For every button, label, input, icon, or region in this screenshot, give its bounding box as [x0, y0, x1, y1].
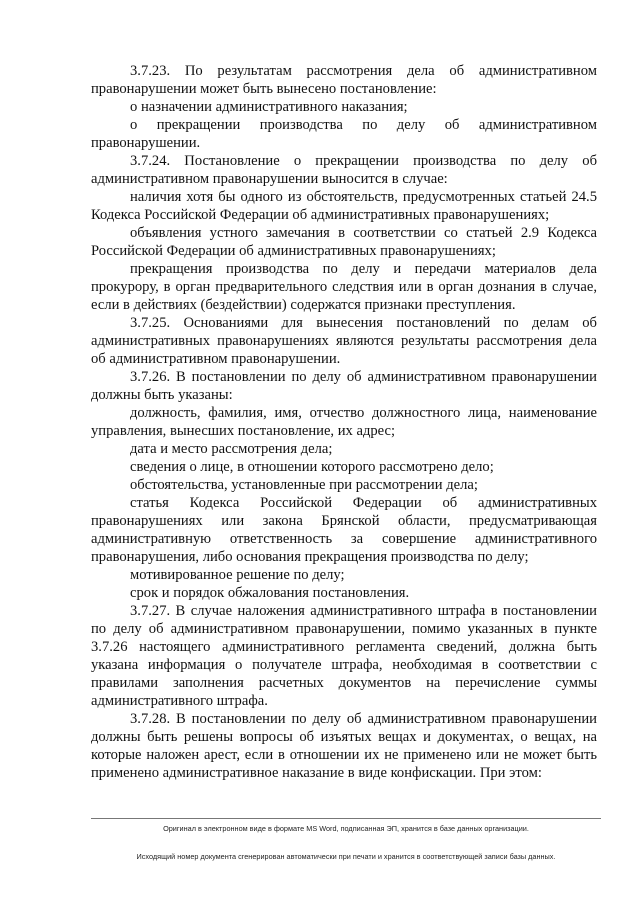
paragraph-3-7-23: 3.7.23. По результатам рассмотрения дела об административном правонарушении может быть вынесено постановление: — [91, 63, 597, 97]
paragraph-3-7-25: 3.7.25. Основаниями для вынесения постановлений по делам об административных правонарушениях являются результаты рассмотрения дела об административном правонарушении. — [91, 315, 597, 367]
list-item: мотивированное решение по делу; — [130, 567, 345, 583]
list-item: сведения о лице, в отношении которого рассмотрено дело; — [130, 459, 494, 475]
list-item: срок и порядок обжалования постановления. — [130, 585, 410, 601]
list-item: статья Кодекса Российской Федерации об административных правонарушениях или закона Брянской области, предусматривающая административную ответственность за совершение административного правонарушения, либо основания прекращения производства по делу; — [91, 495, 597, 565]
list-item: дата и место рассмотрения дела; — [130, 441, 333, 457]
paragraph-3-7-27: 3.7.27. В случае наложения административного штрафа в постановлении по делу об административном правонарушении, помимо указанных в пункте 3.7.26 настоящего административного регламента сведений, должна быть указана информация о получателе штрафа, необходимая в соответствии с правилами заполнения расчетных документов на перечисление суммы административного штрафа. — [91, 603, 597, 709]
list-item: о назначении административного наказания; — [130, 99, 408, 115]
list-item: должность, фамилия, имя, отчество должностного лица, наименование управления, вынесших постановление, их адрес; — [91, 405, 597, 439]
footer-number-note: Исходящий номер документа сгенерирован автоматически при печати и хранится в соответствующей записи базы данных. — [136, 852, 556, 861]
paragraph-3-7-24: 3.7.24. Постановление о прекращении производства по делу об административном правонарушении выносится в случае: — [91, 153, 597, 187]
paragraph-3-7-28: 3.7.28. В постановлении по делу об административном правонарушении должны быть решены вопросы об изъятых вещах и документах, о вещах, на которые наложен арест, если в отношении их не применено или не может быть применено административное наказание в виде конфискации. При этом: — [91, 711, 597, 781]
list-item: наличия хотя бы одного из обстоятельств, предусмотренных статьей 24.5 Кодекса Российской Федерации об административных правонарушениях; — [91, 189, 597, 223]
document-body — [91, 62, 597, 782]
page-footer — [91, 818, 601, 861]
footer-original-note: Оригинал в электронном виде в формате MS Word, подписанная ЭП, хранится в базе данных организации. — [163, 824, 529, 833]
list-item: обстоятельства, установленные при рассмотрении дела; — [130, 477, 478, 493]
list-item: прекращения производства по делу и передачи материалов дела прокурору, в орган предварительного следствия или в орган дознания в случае, если в действиях (бездействии) содержатся признаки преступления. — [91, 261, 597, 313]
list-item: о прекращении производства по делу об административном правонарушении. — [91, 117, 597, 151]
list-item: объявления устного замечания в соответствии со статьей 2.9 Кодекса Российской Федерации об административных правонарушениях; — [91, 225, 597, 259]
paragraph-3-7-26: 3.7.26. В постановлении по делу об административном правонарушении должны быть указаны: — [91, 369, 597, 403]
